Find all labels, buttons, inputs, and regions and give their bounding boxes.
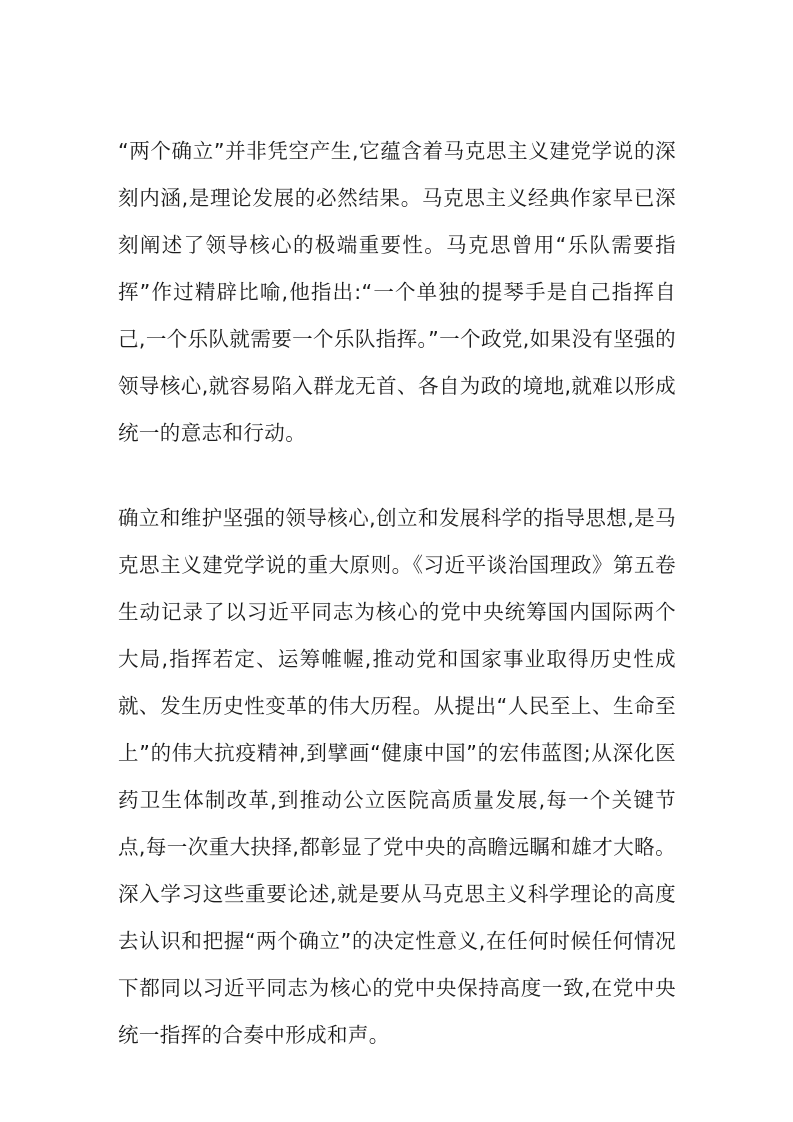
paragraph-1: “两个确立”并非凭空产生,它蕴含着马克思主义建党学说的深刻内涵,是理论发展的必然结果。马克思主义经典作家早已深刻阐述了领导核心的极端重要性。马克思曾用“乐队需要指挥”作过精辟比喻,他指出:“一个单独的提琴手是自己指挥自己,一个乐队就需要一个乐队指挥。”一个政党,如果没有坚强的领导核心,就容易陷入群龙无首、各自为政的境地,就难以形成统一的意志和行动。 [118,139,677,445]
paragraph-2: 确立和维护坚强的领导核心,创立和发展科学的指导思想,是马克思主义建党学说的重大原则。《习近平谈治国理政》第五卷生动记录了以习近平同志为核心的党中央统筹国内国际两个大局,指挥若定、运筹帷幄,推动党和国家事业取得历史性成就、发生历史性变革的伟大历程。从提出“人民至上、生命至上”的伟大抗疫精神,到擘画“健康中国”的宏伟蓝图;从深化医药卫生体制改革,到推动公立医院高质量发展,每一个关键节点,每一次重大抉择,都彰显了党中央的高瞻远瞩和雄才大略。深入学习这些重要论述,就是要从马克思主义科学理论的高度去认识和把握“两个确立”的决定性意义,在任何时候任何情况下都同以习近平同志为核心的党中央保持高度一致,在党中央统一指挥的合奏中形成和声。 [118,506,676,1047]
paragraph-spacer [118,481,676,495]
document-body [118,128,676,1059]
